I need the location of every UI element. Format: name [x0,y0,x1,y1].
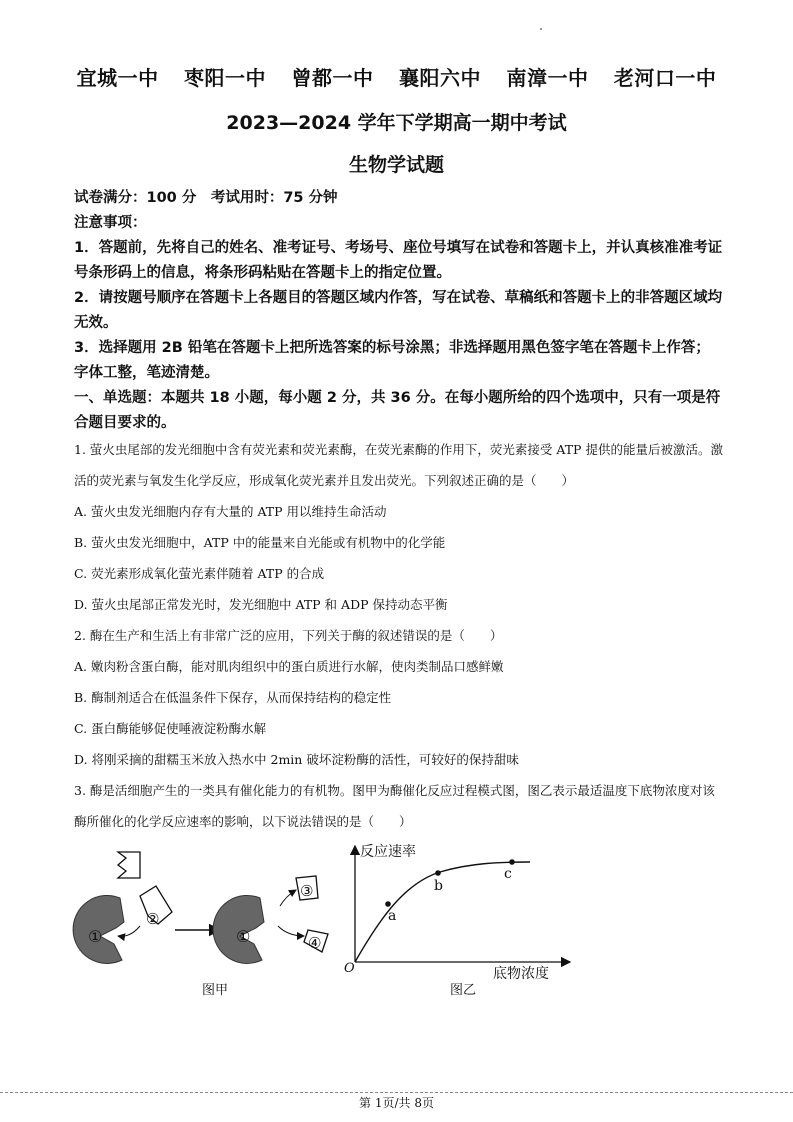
option-a: A. 嫩肉粉含蛋白酶，能对肌肉组织中的蛋白质进行水解，使肉类制品口感鲜嫩 [74,659,504,674]
point-c-label: c [504,866,512,882]
notes-heading: 注意事项： [74,215,147,231]
label-three: ③ [300,882,314,900]
option-c: C. 蛋白酶能够促使唾液淀粉酶水解 [74,721,267,736]
label-four: ④ [308,934,322,952]
option-d: D. 萤火虫尾部正常发光时，发光细胞中 ATP 和 ADP 保持动态平衡 [74,597,448,612]
substrate-shape [118,852,140,878]
caption-jia: 图甲 [202,983,229,998]
option-b: B. 酶制剂适合在低温条件下保存，从而保持结构的稳定性 [74,690,392,705]
option-b: B. 萤火虫发光细胞中，ATP 中的能量来自光能或有机物中的化学能 [74,535,446,550]
school-list [0,62,793,91]
subject-title: 生物学试题 [348,154,444,176]
note-item: 2．请按题号顺序在答题卡上各题目的答题区域内作答，写在试卷、草稿纸和答题卡上的非答题区域均无效。 [74,290,723,331]
question-1 [74,434,724,620]
point-a [385,901,391,907]
point-b-label: b [434,878,443,894]
option-d: D. 将刚采摘的甜糯玉米放入热水中 2min 破坏淀粉酶的活性，可较好的保持甜味 [74,752,519,767]
score-time: 试卷满分：100 分 考试用时：75 分钟 [74,190,338,206]
question-3 [74,775,724,837]
x-axis-label: 底物浓度 [493,966,549,982]
point-c [509,859,515,865]
question-2 [74,620,724,775]
notes-block [74,211,724,436]
y-axis-label: 反应速率 [360,844,416,860]
option-c: C. 荧光素形成氧化萤光素伴随着 ATP 的合成 [74,566,325,581]
question-stem: 2. 酶在生产和生活上有非常广泛的应用，下列关于酶的叙述错误的是（ ） [74,628,503,643]
enzyme-figure [60,838,660,1008]
figure-yi [344,843,570,998]
point-b [435,870,441,876]
option-a: A. 萤火虫发光细胞内存有大量的 ATP 用以维持生命活动 [74,504,387,519]
label-one: ① [236,927,251,946]
school-name: 曾都一中 [291,66,374,90]
point-a-label: a [388,908,397,924]
school-name: 老河口一中 [613,66,717,90]
label-one: ① [88,927,103,946]
question-stem: 3. 酶是活细胞产生的一类具有催化能力的有机物。图甲为酶催化反应过程模式图，图乙表示最适温度下底物浓度对该酶所催化的化学反应速率的影响，以下说法错误的是（ ） [74,783,715,829]
school-name: 枣阳一中 [184,66,267,90]
footer-divider [0,1092,793,1093]
question-stem: 1. 萤火虫尾部的发光细胞中含有荧光素和荧光素酶，在荧光素酶的作用下，荧光素接受 ATP 提供的能量后被激活。激活的荧光素与氧发生化学反应，形成氧化荧光素并且发出荧光。下列叙述正确的是（ ） [74,442,723,488]
origin-label: O [344,961,355,976]
figure-jia [73,852,328,998]
exam-title: 2023—2024 学年下学期高一期中考试 [226,112,567,134]
school-name: 宜城一中 [76,66,159,90]
label-two: ② [146,910,160,928]
school-name: 襄阳六中 [398,66,481,90]
note-item: 1．答题前，先将自己的姓名、准考证号、考场号、座位号填写在试卷和答题卡上，并认真核准准考证号条形码上的信息，将条形码粘贴在答题卡上的指定位置。 [74,240,723,281]
page-number: 第 1页/共 8页 [359,1096,434,1110]
caption-yi: 图乙 [450,983,477,998]
section-heading: 一、单选题：本题共 18 小题，每小题 2 分，共 36 分。在每小题所给的四个选项中，只有一项是符合题目要求的。 [74,390,721,431]
school-name: 南漳一中 [506,66,589,90]
note-item: 3．选择题用 2B 铅笔在答题卡上把所选答案的标号涂黑；非选择题用黑色签字笔在答题卡上作答；字体工整，笔迹清楚。 [74,340,710,381]
scan-dot [540,28,542,30]
